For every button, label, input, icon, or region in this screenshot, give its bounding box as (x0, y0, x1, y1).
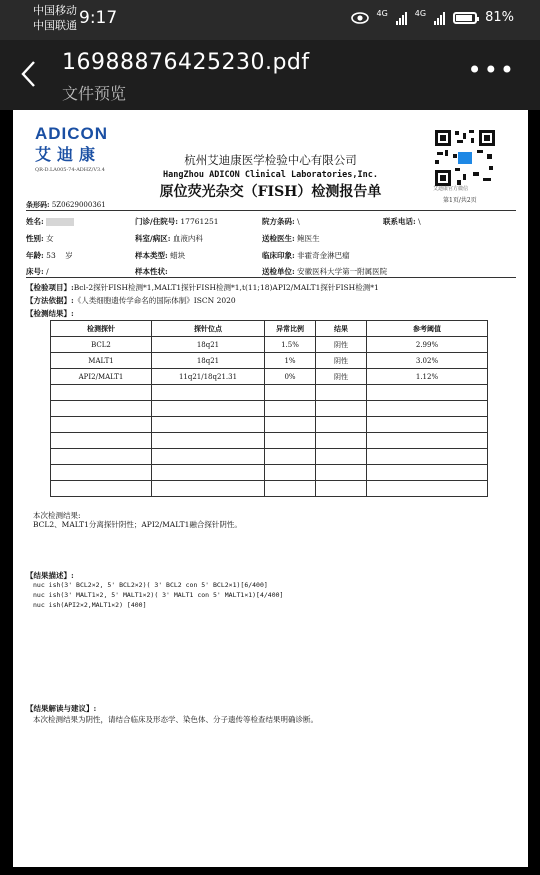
summary-title: 本次检测结果: (33, 511, 81, 520)
age-value: 53 (46, 251, 56, 260)
dept-value: 血液内科 (172, 234, 203, 243)
method-value: 《人类细胞遗传学命名的国际体制》ISCN 2020 (73, 296, 236, 305)
clinical-value: 非霍奇金淋巴瘤 (297, 251, 350, 260)
table-row (51, 369, 488, 385)
clinic-value: 17761251 (180, 217, 219, 226)
barcode-value: 5Z0629000361 (51, 201, 106, 209)
desc-line: nuc ish(3' MALT1×2, 5' MALT1×2)( 3' MALT1 con 5' MALT1×1)[4/400] (33, 591, 284, 599)
table-cell: BCL2 (51, 337, 152, 353)
gender-field (26, 233, 54, 244)
desc-heading (26, 570, 74, 581)
network-type-2: 4G (414, 9, 427, 18)
unit-field (262, 266, 387, 277)
table-cell: 18q21 (152, 353, 265, 369)
sample-traits-label: 样本性状: (135, 267, 168, 276)
empty-row (51, 385, 488, 401)
unit-value: 安徽医科大学第一附属医院 (297, 267, 388, 276)
results-table (50, 320, 488, 497)
bed-label: 床号: (26, 267, 44, 276)
logo-cn: 艾迪康 (35, 145, 102, 164)
results-label: 【检测结果】: (26, 309, 74, 318)
carrier-2: 中国联通 (33, 19, 77, 32)
empty-row (51, 449, 488, 465)
table-row (51, 337, 488, 353)
table-header-row (51, 321, 488, 337)
lab-name-cn: 杭州艾迪康医学检验中心有限公司 (184, 153, 357, 167)
empty-row (51, 417, 488, 433)
table-cell: 0% (265, 369, 316, 385)
gender-label: 性别: (26, 234, 44, 243)
bed-field (26, 266, 49, 277)
more-menu-icon[interactable]: ••• (467, 56, 516, 84)
table-cell: 18q21 (152, 337, 265, 353)
doc-code: QR-D.LA005-74-ADHZ/V3.4 (35, 167, 105, 173)
table-cell: 阴性 (316, 353, 367, 369)
signal-icon (434, 11, 445, 25)
clock: 9:17 (79, 8, 118, 28)
unit-label: 送检单位: (262, 267, 295, 276)
age-field (26, 250, 73, 261)
divider (26, 210, 516, 211)
hosp-code-label: 院方条码: (262, 217, 295, 226)
table-cell: 1.5% (265, 337, 316, 353)
interp-heading (26, 703, 96, 714)
clinical-label: 临床印象: (262, 251, 295, 260)
title-bar (0, 40, 540, 110)
name-field (26, 216, 74, 227)
table-cell: 2.99% (367, 337, 488, 353)
bed-value: / (46, 267, 49, 276)
results-heading (26, 308, 74, 319)
interp-text: 本次检测结果为阴性，请结合临床及形态学、染色体、分子遗传等检查结果明确诊断。 (33, 715, 318, 724)
phone-field (383, 216, 421, 227)
sample-type-value: 蜡块 (170, 251, 186, 260)
divider (26, 277, 516, 278)
sample-traits-field (135, 266, 168, 277)
table-cell: MALT1 (51, 353, 152, 369)
sample-type-label: 样本类型: (135, 251, 168, 260)
name-redacted (46, 218, 74, 226)
table-cell: 11q21/18q21.31 (152, 369, 265, 385)
qr-code-icon (433, 128, 497, 188)
signal-icon (396, 11, 407, 25)
desc-line: nuc ish(API2×2,MALT1×2) [400] (33, 601, 147, 609)
battery-percent: 81% (485, 10, 514, 25)
report-title: 原位荧光杂交（FISH）检测报告单 (159, 184, 382, 200)
carrier-1: 中国移动 (33, 4, 77, 17)
logo-en: ADICON (35, 124, 109, 143)
dept-field (135, 233, 203, 244)
table-header: 结果 (316, 321, 367, 337)
table-header: 参考阈值 (367, 321, 488, 337)
doctor-label: 送检医生: (262, 234, 295, 243)
pdf-page (13, 110, 528, 867)
clinic-label: 门诊/住院号: (135, 217, 179, 226)
table-cell: 阴性 (316, 337, 367, 353)
eye-icon (351, 12, 369, 24)
method-label: 【方法依据】: (26, 296, 74, 305)
network-type-1: 4G (376, 9, 388, 18)
barcode-line (26, 200, 106, 210)
doctor-value: 鲍医生 (297, 234, 320, 243)
battery-icon (453, 12, 477, 24)
name-label: 姓名: (26, 217, 44, 226)
back-arrow-icon[interactable] (20, 60, 36, 94)
table-header: 探针位点 (152, 321, 265, 337)
barcode-label: 条形码: (26, 200, 50, 209)
lab-name-en: HangZhou ADICON Clinical Laboratories,Inc. (163, 170, 378, 180)
table-cell: 阴性 (316, 369, 367, 385)
test-items (26, 282, 379, 293)
table-header: 异常比例 (265, 321, 316, 337)
sample-type-field (135, 250, 185, 261)
table-header: 检测探针 (51, 321, 152, 337)
clinical-field (262, 250, 350, 261)
table-cell: 3.02% (367, 353, 488, 369)
table-cell: 1% (265, 353, 316, 369)
phone-value: \ (418, 217, 421, 226)
age-label: 年龄: (26, 251, 44, 260)
test-items-value: Bcl-2探针FISH检测*1,MALT1探针FISH检测*1,t(11;18)API2/MALT1探针FISH检测*1 (73, 283, 379, 292)
empty-row (51, 433, 488, 449)
hosp-code-field (262, 216, 300, 227)
dept-label: 科室/病区: (135, 234, 171, 243)
hosp-code-value: \ (297, 217, 300, 226)
table-cell: API2/MALT1 (51, 369, 152, 385)
table-cell: 1.12% (367, 369, 488, 385)
page-number: 第1页/共2页 (443, 197, 477, 204)
file-preview-label: 文件预览 (62, 84, 127, 103)
interp-label: 【结果解读与建议】: (26, 704, 97, 713)
gender-value: 女 (46, 234, 54, 243)
empty-row (51, 465, 488, 481)
phone-label: 联系电话: (383, 217, 416, 226)
empty-row (51, 401, 488, 417)
method (26, 295, 236, 306)
desc-label: 【结果描述】: (26, 571, 74, 580)
table-row (51, 353, 488, 369)
doctor-field (262, 233, 320, 244)
summary-text: BCL2、MALT1分离探针阴性；API2/MALT1融合探针阴性。 (33, 520, 242, 529)
qr-caption: 艾迪康官方微信 (433, 186, 469, 192)
age-unit: 岁 (65, 251, 73, 260)
test-items-label: 【检验项目】: (26, 283, 74, 292)
desc-line: nuc ish(3' BCL2×2, 5' BCL2×2)( 3' BCL2 con 5' BCL2×1)[6/400] (33, 581, 268, 589)
file-name: 16988876425230.pdf (62, 50, 310, 75)
status-bar (0, 0, 540, 40)
clinic-field (135, 216, 219, 227)
empty-row (51, 481, 488, 497)
